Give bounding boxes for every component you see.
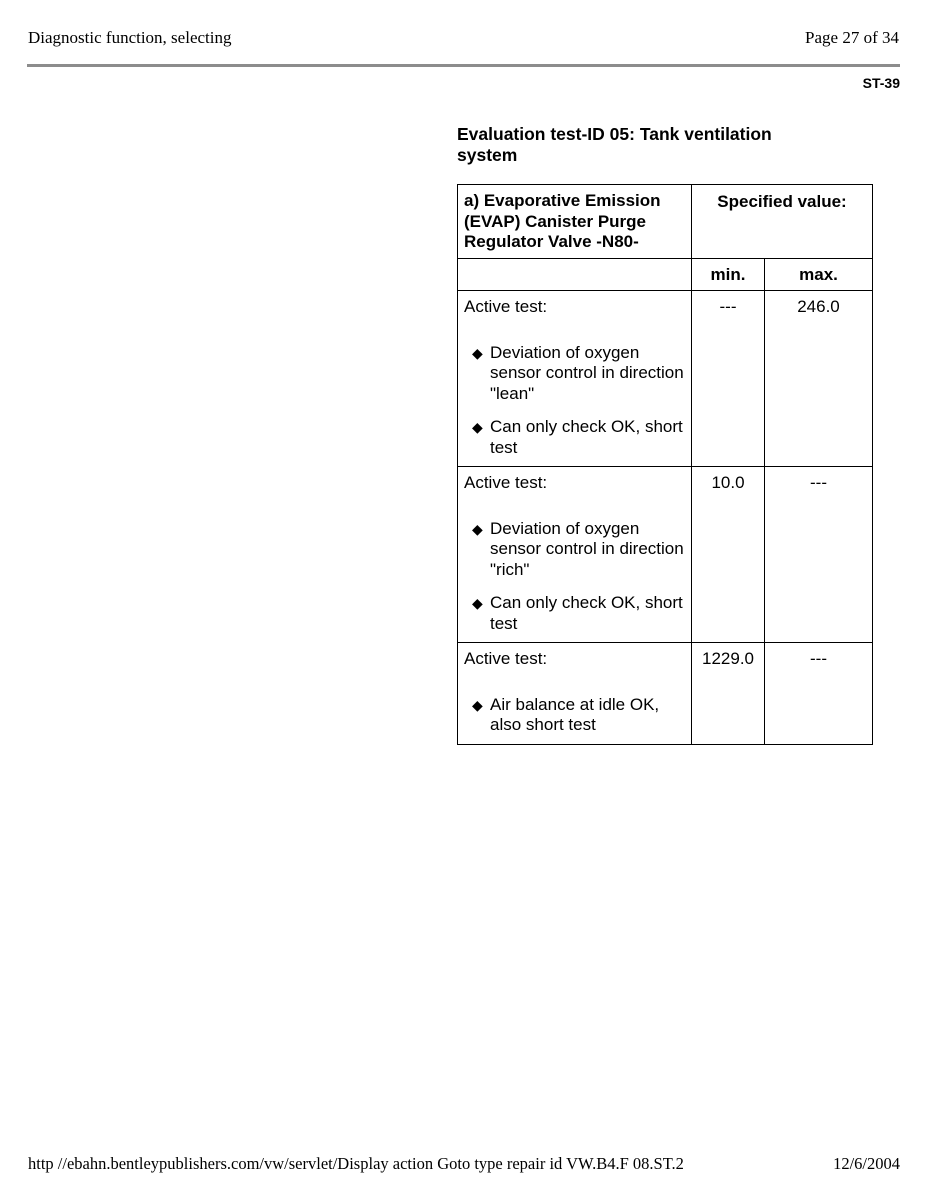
table-row bbox=[458, 291, 873, 467]
min-value-cell bbox=[692, 291, 765, 467]
list-item-text: Air balance at idle OK, also short test bbox=[490, 694, 660, 734]
min-value-cell bbox=[692, 467, 765, 643]
page-number: Page 27 of 34 bbox=[805, 28, 899, 47]
specified-value-label: Specified value: bbox=[717, 192, 847, 211]
description-cell bbox=[458, 643, 692, 745]
min-value: 10.0 bbox=[711, 473, 745, 492]
table-header-row bbox=[458, 185, 873, 259]
specification-table bbox=[457, 184, 873, 745]
max-header-cell bbox=[765, 259, 873, 291]
max-value: 246.0 bbox=[797, 297, 840, 316]
list-item-text: Deviation of oxygen sensor control in direction "lean" bbox=[490, 342, 684, 403]
diamond-bullet-icon: ◆ bbox=[472, 696, 483, 713]
row-lead-text: Active test: bbox=[464, 473, 548, 492]
max-value-cell bbox=[765, 291, 873, 467]
page-footer bbox=[28, 1154, 900, 1174]
list-item bbox=[464, 519, 685, 581]
table-row bbox=[458, 643, 873, 745]
description-cell bbox=[458, 467, 692, 643]
list-item bbox=[464, 343, 685, 405]
list-item-text: Can only check OK, short test bbox=[490, 417, 683, 457]
max-value-cell bbox=[765, 467, 873, 643]
component-name: a) Evaporative Emission (EVAP) Canister Purge Regulator Valve -N80- bbox=[464, 191, 661, 251]
section-title: Evaluation test-ID 05: Tank ventilation system bbox=[457, 124, 772, 165]
table-row bbox=[458, 467, 873, 643]
diamond-bullet-icon: ◆ bbox=[472, 419, 483, 435]
print-date: 12/6/2004 bbox=[833, 1154, 900, 1173]
description-cell bbox=[458, 291, 692, 467]
max-value: --- bbox=[810, 473, 827, 492]
table-subheader-row bbox=[458, 259, 873, 291]
diamond-bullet-icon: ◆ bbox=[472, 595, 483, 611]
component-cell bbox=[458, 185, 692, 259]
min-label: min. bbox=[710, 265, 746, 284]
diamond-bullet-icon: ◆ bbox=[472, 520, 483, 537]
min-header-cell bbox=[692, 259, 765, 291]
min-value-cell bbox=[692, 643, 765, 745]
max-value: --- bbox=[810, 649, 827, 668]
header-divider bbox=[27, 64, 900, 67]
list-item-text: Deviation of oxygen sensor control in direction "rich" bbox=[490, 518, 684, 579]
empty-subheader-cell bbox=[458, 259, 692, 291]
list-item-text: Can only check OK, short test bbox=[490, 593, 683, 633]
diamond-bullet-icon: ◆ bbox=[472, 344, 483, 361]
list-item bbox=[464, 695, 685, 736]
list-item bbox=[464, 593, 685, 634]
row-lead-text: Active test: bbox=[464, 297, 548, 316]
list-item bbox=[464, 417, 685, 458]
max-label: max. bbox=[799, 265, 838, 284]
document-title: Diagnostic function, selecting bbox=[28, 28, 232, 47]
row-lead-text: Active test: bbox=[464, 649, 548, 668]
min-value: 1229.0 bbox=[702, 649, 754, 668]
max-value-cell bbox=[765, 643, 873, 745]
source-url: http //ebahn.bentleypublishers.com/vw/servlet/Display action Goto type repair id VW.B4.F 08.ST.2 bbox=[28, 1154, 684, 1173]
section-code: ST-39 bbox=[862, 75, 900, 91]
specified-value-cell bbox=[692, 185, 873, 259]
min-value: --- bbox=[719, 297, 737, 316]
